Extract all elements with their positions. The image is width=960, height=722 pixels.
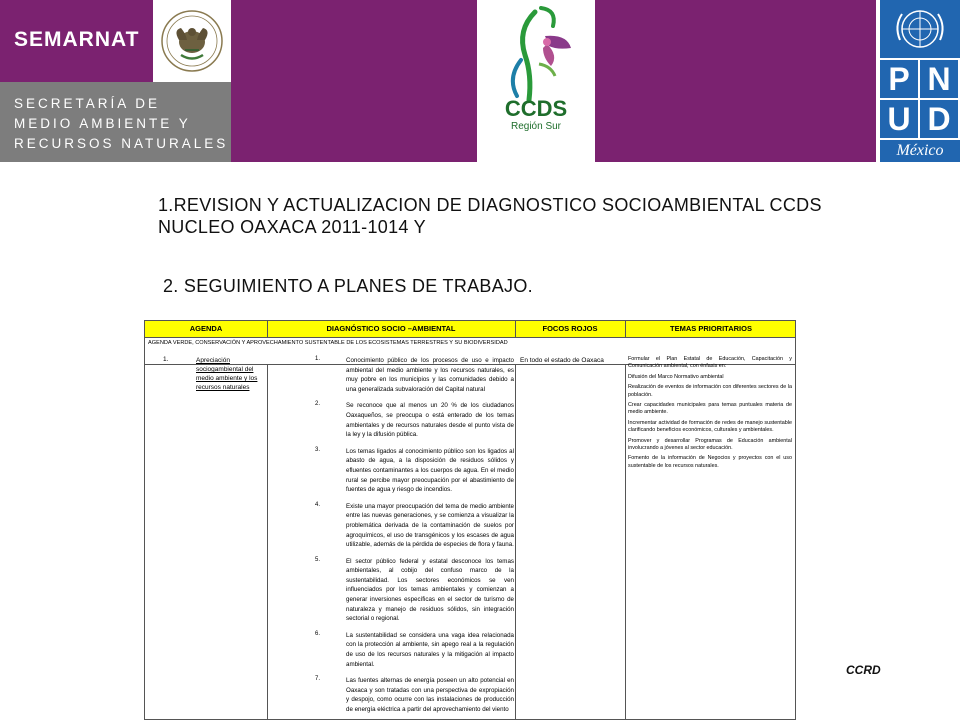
column-divider: [515, 365, 516, 720]
temas-prioritarios-list: [628, 356, 792, 473]
diag-text: El sector público federal y estatal desconoce los temas ambientales, al cobijo del confuso marco de la sustentabilidad. Los sectores económicos se ven influenciados por los temas ambientales y comienzan a generar inversiones específicas en el sector de turismo de naturaleza y manejo de residuos sólidos, sin integración sectorial o regional.: [346, 557, 514, 623]
diag-text: Existe una mayor preocupación del tema de medio ambiente entre las nuevas generaciones, y se comienza a visualizar la problemática derivada de la contaminación de suelos por agroquímicos, el uso de transgénicos y los escases de agua utilizable, además de la pérdida de especies de flora y fauna.: [346, 502, 514, 549]
header-temas-prioritarios: TEMAS PRIORITARIOS: [670, 324, 752, 333]
diag-text: La sustentabilidad se considera una vaga idea relacionada con la protección al ambiente, sin apego real a la regulación de uso de los recursos naturales y la mitigación al impacto ambiental.: [346, 631, 514, 668]
undp-letter-n: N: [920, 60, 958, 98]
diag-text: Se reconoce que al menos un 20 % de los ciudadanos Oaxaqueños, se preocupa o está enterado de los temas ambientales y de recursos naturales desde el punto vista de la ley y la difusión pública.: [346, 402, 514, 439]
semarnat-label: SEMARNAT: [14, 28, 140, 51]
list-item: [315, 556, 514, 624]
undp-letter-u: U: [880, 100, 918, 138]
table-subheader: AGENDA VERDE, CONSERVACIÓN Y APROVECHAMIENTO SUSTENTABLE DE LOS ECOSISTEMAS TERRESTRES Y SU BIODIVERSIDAD: [145, 337, 796, 365]
list-item: Incrementar actividad de formación de redes de manejo sustentable clarificando beneficios económicos, culturales y ambientales.: [628, 419, 792, 434]
undp-letter-p: P: [880, 60, 918, 98]
list-item: [315, 630, 514, 669]
diag-num: 6.: [315, 630, 321, 637]
diag-num: 4.: [315, 501, 321, 508]
list-item: Formular el Plan Estatal de Educación, Capacitación y Comunicación ambiental, con énfasis en:: [628, 356, 792, 370]
footer-ccrd: CCRD: [846, 663, 881, 677]
focos-rojos-cell: En todo el estado de Oaxaca: [520, 357, 604, 364]
diag-num: 3.: [315, 446, 321, 453]
secretaria-line-1: SECRETARÍA DE: [14, 96, 161, 111]
undp-logo: [880, 0, 960, 162]
header-divider: [625, 321, 626, 337]
list-item: Promover y desarrollar Programas de Educación ambiental involucrando a jóvenes al sector educación.: [628, 437, 792, 452]
secretaria-line-3: RECURSOS NATURALES: [14, 136, 229, 151]
list-item: Crear capacidades municipales para temas puntuales materia de medio ambiente.: [628, 402, 792, 416]
mexico-seal: [153, 0, 231, 82]
list-item: [315, 676, 514, 714]
header-divider: [515, 321, 516, 337]
header-focos-rojos: FOCOS ROJOS: [542, 324, 598, 333]
diag-text: Los temas ligados al conocimiento público son los ligados al abasto de agua, a la disposición de residuos sólidos y efluentes contaminantes a los cuerpos de agua. En el medio rural se percibe mayor preocupación por el abastimiento de fuentes de agua y riesgo de incendios.: [346, 447, 514, 494]
list-item: [315, 401, 514, 439]
agenda-item: Apreciación sociogambiental del medio ambiente y los recursos naturales: [196, 357, 258, 391]
column-divider: [267, 365, 268, 720]
ccds-region: Región Sur: [510, 121, 562, 132]
diag-num: 5.: [315, 556, 321, 563]
undp-country: México: [880, 140, 960, 162]
column-divider: [625, 365, 626, 720]
header-agenda: AGENDA: [189, 324, 223, 333]
slide-title-2: 2. SEGUIMIENTO A PLANES DE TRABAJO.: [163, 276, 533, 296]
undp-letter-d: D: [920, 100, 958, 138]
secretaria-line-2: MEDIO AMBIENTE Y: [14, 116, 191, 131]
list-item: Fomento de la información de Negocios y proyectos con el uso sustentable de los recursos naturales.: [628, 455, 792, 469]
un-emblem-band: [880, 0, 960, 58]
header-diagnostico: DIAGNÓSTICO SOCIO –AMBIENTAL: [326, 324, 456, 333]
diag-text: Conocimiento público de los procesos de uso e impacto ambiental del medio ambiente y los recursos naturales, es muy pobre en los municipios y las comunidades debido a una generalizada subvaloración del Capital natural: [346, 357, 514, 393]
list-item: [315, 356, 514, 394]
list-item: Realización de eventos de información con diferentes sectores de la población.: [628, 384, 792, 398]
diag-num: 7.: [315, 676, 321, 683]
ccds-label: CCDS: [504, 96, 568, 121]
ccds-logo: [477, 0, 595, 170]
diag-num: 1.: [315, 356, 321, 362]
secretaria-band: [0, 82, 231, 162]
list-item: [315, 446, 514, 495]
agenda-number: 1.: [163, 356, 169, 363]
table-header-row: [145, 321, 796, 338]
diagnostico-list: [315, 356, 514, 722]
un-emblem-icon: [880, 0, 960, 58]
list-item: [315, 501, 514, 550]
diag-num: 2.: [315, 401, 321, 408]
eagle-seal-icon: [153, 0, 231, 82]
diag-text: Las fuentes alternas de energía poseen un alto potencial en Oaxaca y son tratadas con una perspectiva de expropiación y despojo, como ocurre con las instalaciones de producción de energía eléctrica a partir del aprovechamiento del viento: [346, 677, 514, 713]
slide-title-1: 1.REVISION Y ACTUALIZACION DE DIAGNOSTICO SOCIOAMBIENTAL CCDS NUCLEO OAXACA 2011-1014 Y: [158, 195, 822, 237]
list-item: Difusión del Marco Normativo ambiental: [628, 373, 724, 380]
header-divider: [267, 321, 268, 337]
